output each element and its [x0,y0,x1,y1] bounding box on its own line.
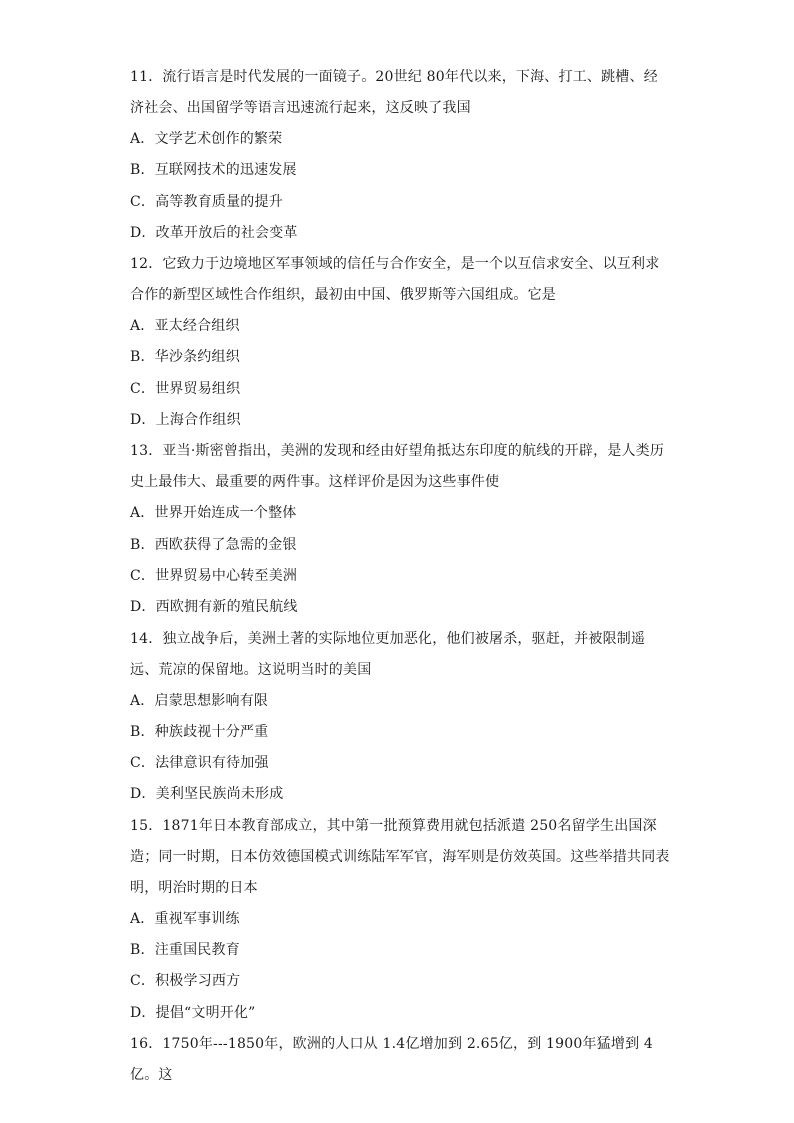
option-b: B．互联网技术的迅速发展 [130,162,297,179]
question-stem: 13．亚当·斯密曾指出，美洲的发现和经由好望角抵达东印度的航线的开辟，是人类历史上最伟大、最重要的两件事。这样评价是因为这些事件使 [130,443,665,491]
option-c: C．世界贸易中心转至美洲 [130,567,298,584]
option-b: B．西欧获得了急需的金银 [130,536,297,553]
option-c: C．积极学习西方 [130,973,241,990]
question-stem: 14．独立战争后，美洲土著的实际地位更加恶化，他们被屠杀，驱赶，并被限制遥远、荒凉的保留地。这说明当时的美国 [130,630,646,678]
question-stem: 15．1871年日本教育部成立，其中第一批预算费用就包括派遣 250名留学生出国深造；同一时期，日本仿效德国模式训练陆军军官，海军则是仿效英国。这些举措共同表明，明治时期的日本 [130,817,670,896]
option-a: A．启蒙思想影响有限 [130,692,269,709]
option-c: C．法律意识有待加强 [130,755,269,772]
option-c: C．高等教育质量的提升 [130,193,283,210]
option-b: B．华沙条约组织 [130,349,240,366]
option-b: B．种族歧视十分严重 [130,723,269,740]
option-d: D．改革开放后的社会变革 [130,224,298,241]
option-a: A．文学艺术创作的繁荣 [130,131,283,147]
exam-page [130,62,670,1091]
option-d: D．西欧拥有新的殖民航线 [130,599,298,616]
question-14 [130,624,670,811]
option-a: A．重视军事训练 [130,910,240,927]
question-stem: 11．流行语言是时代发展的一面镜子。20世纪 80年代以来，下海、打工、跳槽、经济社会、出国留学等语言迅速流行起来，这反映了我国 [130,69,658,116]
option-d: D．美利坚民族尚未形成 [130,786,284,803]
question-16 [130,1029,670,1091]
option-d: D．提倡“文明开化” [130,1004,256,1021]
option-d: D．上海合作组织 [130,412,241,429]
question-13 [130,436,670,623]
option-b: B．注重国民教育 [130,942,240,959]
option-a: A．亚太经合组织 [130,318,240,335]
question-12 [130,249,670,436]
option-c: C．世界贸易组织 [130,380,241,397]
question-15 [130,811,670,1029]
question-stem: 12．它致力于边境地区军事领域的信任与合作安全，是一个以互信求安全、以互利求合作的新型区域性合作组织，最初由中国、俄罗斯等六国组成。它是 [130,256,660,304]
question-11 [130,62,670,249]
option-a: A．世界开始连成一个整体 [130,505,297,522]
question-stem: 16．1750年---1850年，欧洲的人口从 1.4亿增加到 2.65亿，到 1900年猛增到 4亿。这 [130,1035,654,1083]
